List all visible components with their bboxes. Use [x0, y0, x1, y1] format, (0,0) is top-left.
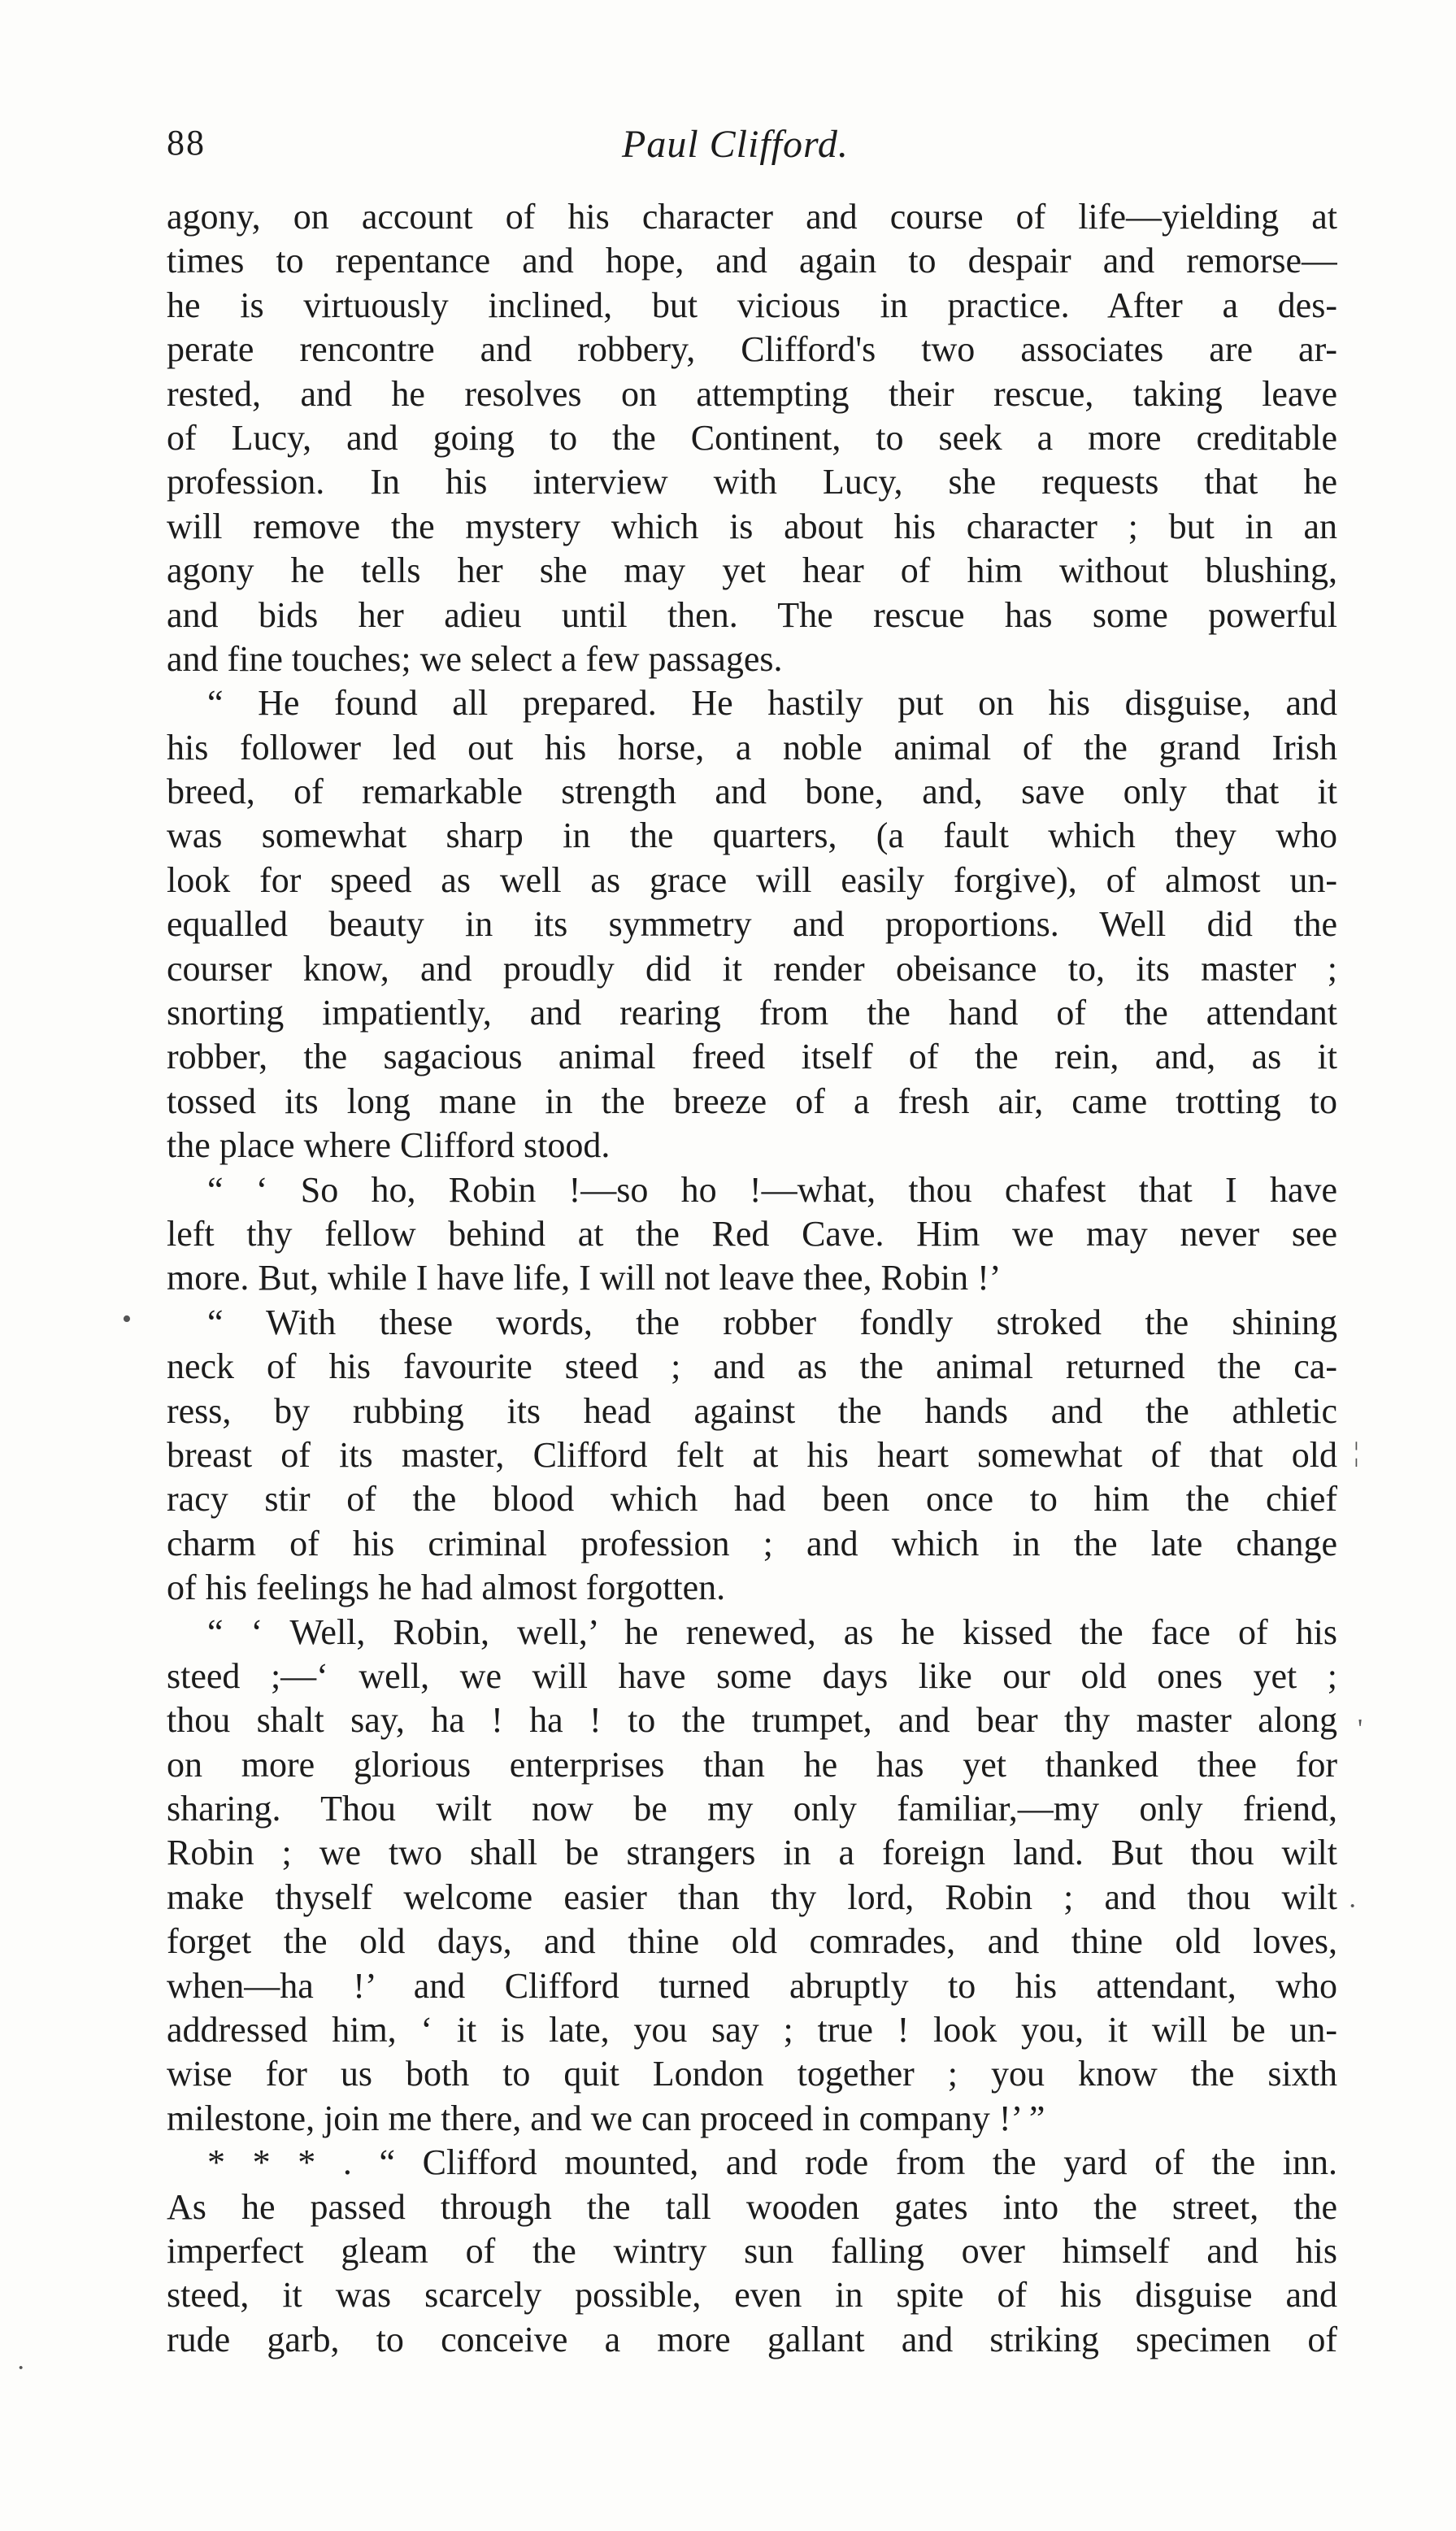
- text-line: “ ‘ So ho, Robin !—so ho !—what, thou chafest that I have: [207, 1169, 1337, 1210]
- text-line: rude garb, to conceive a more gallant and striking specimen of: [167, 2319, 1337, 2359]
- text-line: times to repentance and hope, and again to despair and remorse—: [167, 241, 1337, 281]
- text-line: “ ‘ Well, Robin, well,’ he renewed, as he kissed the face of his: [207, 1611, 1337, 1652]
- text-line: thou shalt say, ha ! ha ! to the trumpet, and bear thy master along: [167, 1700, 1337, 1741]
- text-line: left thy fellow behind at the Red Cave. Him we may never see: [167, 1213, 1337, 1254]
- text-line: on more glorious enterprises than he has yet thanked thee for: [167, 1744, 1337, 1785]
- margin-mark: ': [1358, 1714, 1363, 1744]
- text-line: ress, by rubbing its head against the hands and the athletic: [167, 1390, 1337, 1431]
- text-line: racy stir of the blood which had been once to him the chief: [167, 1479, 1337, 1520]
- text-line: look for speed as well as grace will easily forgive), of almost un-: [167, 859, 1337, 900]
- margin-mark: ·: [16, 2353, 26, 2383]
- text-line: robber, the sagacious animal freed itself of the rein, and, as it: [167, 1037, 1337, 1077]
- text-line: make thyself welcome easier than thy lord, Robin ; and thou wilt: [167, 1877, 1337, 1917]
- text-line: the place where Clifford stood.: [167, 1125, 611, 1166]
- text-line: As he passed through the tall wooden gates into the street, the: [167, 2186, 1337, 2227]
- text-line: * * * . “ Clifford mounted, and rode from the yard of the inn.: [207, 2142, 1337, 2183]
- text-line: forget the old days, and thine old comrades, and thine old loves,: [167, 1921, 1337, 1962]
- text-line: profession. In his interview with Lucy, she requests that he: [167, 462, 1337, 502]
- text-line: more. But, while I have life, I will not leave thee, Robin !’: [167, 1258, 1002, 1298]
- text-line: was somewhat sharp in the quarters, (a fault which they who: [167, 815, 1337, 856]
- text-line: “ With these words, the robber fondly stroked the shining: [207, 1302, 1337, 1342]
- text-line: and bids her adieu until then. The rescue has some powerful: [167, 594, 1337, 635]
- margin-mark: ·: [1348, 1891, 1358, 1921]
- text-line: of his feelings he had almost forgotten.: [167, 1568, 726, 1608]
- text-line: breast of its master, Clifford felt at his heart somewhat of that old: [167, 1434, 1337, 1475]
- text-line: will remove the mystery which is about his character ; but in an: [167, 506, 1337, 546]
- text-line: Robin ; we two shall be strangers in a foreign land. But thou wilt: [167, 1833, 1337, 1873]
- text-line: rested, and he resolves on attempting their rescue, taking leave: [167, 373, 1337, 414]
- margin-mark: ¦: [1354, 1437, 1359, 1468]
- text-line: equalled beauty in its symmetry and proportions. Well did the: [167, 904, 1337, 945]
- text-line: snorting impatiently, and rearing from the hand of the attendant: [167, 993, 1337, 1033]
- margin-mark: •: [122, 1304, 132, 1334]
- text-line: his follower led out his horse, a noble animal of the grand Irish: [167, 727, 1337, 768]
- page-number: 88: [167, 123, 206, 163]
- text-line: of Lucy, and going to the Continent, to seek a more creditable: [167, 417, 1337, 458]
- text-line: perate rencontre and robbery, Clifford's two associates are ar-: [167, 329, 1337, 370]
- text-line: when—ha !’ and Clifford turned abruptly to his attendant, who: [167, 1965, 1337, 2006]
- body-text: [167, 195, 1337, 2362]
- text-line: “ He found all prepared. He hastily put on his disguise, and: [207, 683, 1337, 724]
- page-header: [167, 122, 1337, 179]
- text-line: neck of his favourite steed ; and as the animal returned the ca-: [167, 1346, 1337, 1387]
- text-line: and fine touches; we select a few passages.: [167, 638, 783, 679]
- text-line: courser know, and proudly did it render obeisance to, its master ;: [167, 948, 1337, 989]
- text-line: charm of his criminal profession ; and which in the late change: [167, 1523, 1337, 1563]
- text-line: milestone, join me there, and we can proceed in company !’ ”: [167, 2098, 1045, 2138]
- text-line: imperfect gleam of the wintry sun falling over himself and his: [167, 2230, 1337, 2271]
- text-line: tossed its long mane in the breeze of a fresh air, came trotting to: [167, 1081, 1337, 1121]
- text-line: he is virtuously inclined, but vicious in practice. After a des-: [167, 285, 1337, 325]
- text-line: agony, on account of his character and course of life—yielding at: [167, 197, 1337, 237]
- text-line: steed, it was scarcely possible, even in spite of his disguise and: [167, 2275, 1337, 2316]
- text-line: wise for us both to quit London together ; you know the sixth: [167, 2054, 1337, 2094]
- text-line: steed ;—‘ well, we will have some days like our old ones yet ;: [167, 1655, 1337, 1696]
- text-line: sharing. Thou wilt now be my only familiar,—my only friend,: [167, 1789, 1337, 1829]
- text-line: addressed him, ‘ it is late, you say ; true ! look you, it will be un-: [167, 2010, 1337, 2050]
- text-line: breed, of remarkable strength and bone, and, save only that it: [167, 772, 1337, 812]
- running-title: Paul Clifford.: [622, 123, 849, 166]
- text-line: agony he tells her she may yet hear of him without blushing,: [167, 550, 1337, 591]
